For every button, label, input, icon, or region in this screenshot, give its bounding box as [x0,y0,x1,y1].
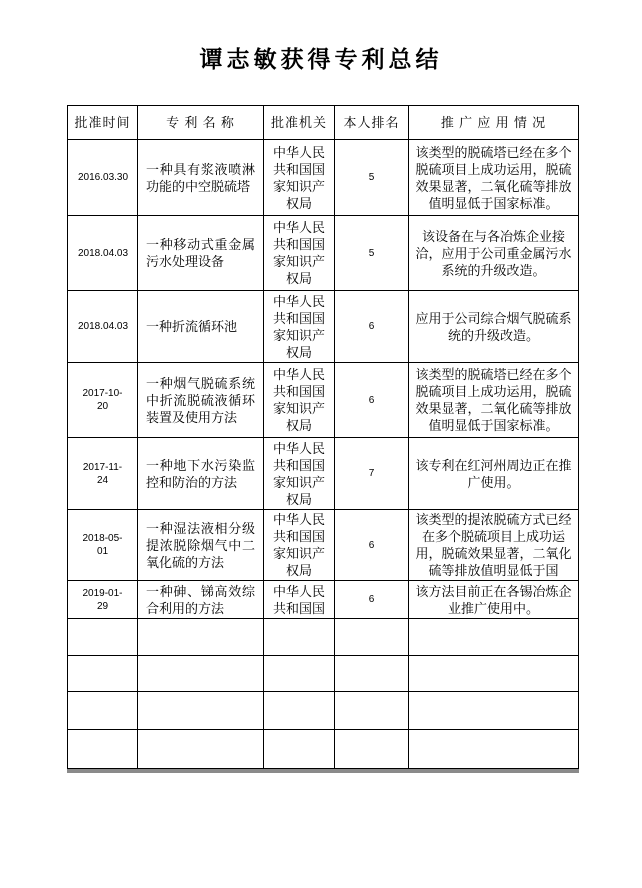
cell-personal-rank: 6 [335,510,409,581]
cell-patent-name: 一种砷、锑高效综合利用的方法 [138,581,264,619]
cell-approval-date: 2018.04.03 [68,291,138,363]
empty-cell [264,730,335,769]
empty-cell [138,619,264,656]
empty-cell [68,692,138,730]
header-personal-rank: 本人排名 [335,106,409,140]
cell-approval-authority: 中华人民共和国国家知识产权局 [264,438,335,510]
empty-table-row [68,656,579,692]
empty-table-row [68,619,579,656]
cell-promotion-status: 该类型的脱硫塔已经在多个脱硫项目上成功运用，脱硫效果显著，二氧化硫等排放值明显低于国家标准。 [409,140,579,216]
cell-patent-name: 一种地下水污染监控和防治的方法 [138,438,264,510]
cell-approval-authority: 中华人民共和国国家知识产权局 [264,291,335,363]
cell-approval-date: 2017-11-24 [68,438,138,510]
header-approval-authority: 批准机关 [264,106,335,140]
table-row [68,363,579,438]
empty-cell [264,692,335,730]
table-row [68,510,579,581]
empty-table-row [68,692,579,730]
empty-cell [335,619,409,656]
cell-approval-authority: 中华人民共和国国 [264,581,335,619]
cell-promotion-status: 应用于公司综合烟气脱硫系统的升级改造。 [409,291,579,363]
empty-cell [138,692,264,730]
empty-cell [409,730,579,769]
cell-patent-name: 一种折流循环池 [138,291,264,363]
table-row [68,581,579,619]
empty-cell [264,619,335,656]
page-title: 谭志敏获得专利总结 [199,46,443,72]
cell-patent-name: 一种湿法液相分级提浓脱除烟气中二氧化硫的方法 [138,510,264,581]
empty-cell [68,619,138,656]
empty-cell [335,692,409,730]
cell-promotion-status: 该专利在红河州周边正在推广使用。 [409,438,579,510]
table-row [68,140,579,216]
empty-cell [138,730,264,769]
cell-personal-rank: 6 [335,581,409,619]
table-row [68,291,579,363]
cell-patent-name: 一种烟气脱硫系统中折流脱硫液循环装置及使用方法 [138,363,264,438]
cell-promotion-status: 该设备在与各冶炼企业接洽，应用于公司重金属污水系统的升级改造。 [409,216,579,291]
empty-cell [335,730,409,769]
table-row [68,438,579,510]
cell-patent-name: 一种移动式重金属污水处理设备 [138,216,264,291]
header-patent-name: 专 利 名 称 [138,106,264,140]
empty-cell [409,619,579,656]
header-promotion-status: 推 广 应 用 情 况 [409,106,579,140]
cell-approval-date: 2016.03.30 [68,140,138,216]
cell-promotion-status: 该方法目前正在各锡冶炼企业推广使用中。 [409,581,579,619]
empty-cell [68,730,138,769]
cell-approval-date: 2019-01-29 [68,581,138,619]
empty-table-row [68,730,579,769]
cell-approval-authority: 中华人民共和国国家知识产权局 [264,363,335,438]
cell-personal-rank: 6 [335,291,409,363]
cell-personal-rank: 6 [335,363,409,438]
cell-personal-rank: 5 [335,140,409,216]
patent-summary-table [67,105,579,769]
cell-approval-date: 2017-10-20 [68,363,138,438]
cell-approval-authority: 中华人民共和国国家知识产权局 [264,216,335,291]
table-header-row [68,106,579,140]
empty-cell [138,656,264,692]
cell-approval-authority: 中华人民共和国国家知识产权局 [264,140,335,216]
empty-cell [409,692,579,730]
table-row [68,216,579,291]
empty-cell [409,656,579,692]
header-approval-date: 批准时间 [68,106,138,140]
cell-approval-date: 2018-05-01 [68,510,138,581]
empty-cell [68,656,138,692]
cell-approval-date: 2018.04.03 [68,216,138,291]
cell-approval-authority: 中华人民共和国国家知识产权局 [264,510,335,581]
empty-cell [264,656,335,692]
cell-promotion-status: 该类型的提浓脱硫方式已经在多个脱硫项目上成功运用，脱硫效果显著，二氧化硫等排放值明显低于国 [409,510,579,581]
cell-personal-rank: 5 [335,216,409,291]
empty-cell [335,656,409,692]
cell-personal-rank: 7 [335,438,409,510]
cell-patent-name: 一种具有浆液喷淋功能的中空脱硫塔 [138,140,264,216]
cell-promotion-status: 该类型的脱硫塔已经在多个脱硫项目上成功运用，脱硫效果显著，二氧化硫等排放值明显低于国家标准。 [409,363,579,438]
